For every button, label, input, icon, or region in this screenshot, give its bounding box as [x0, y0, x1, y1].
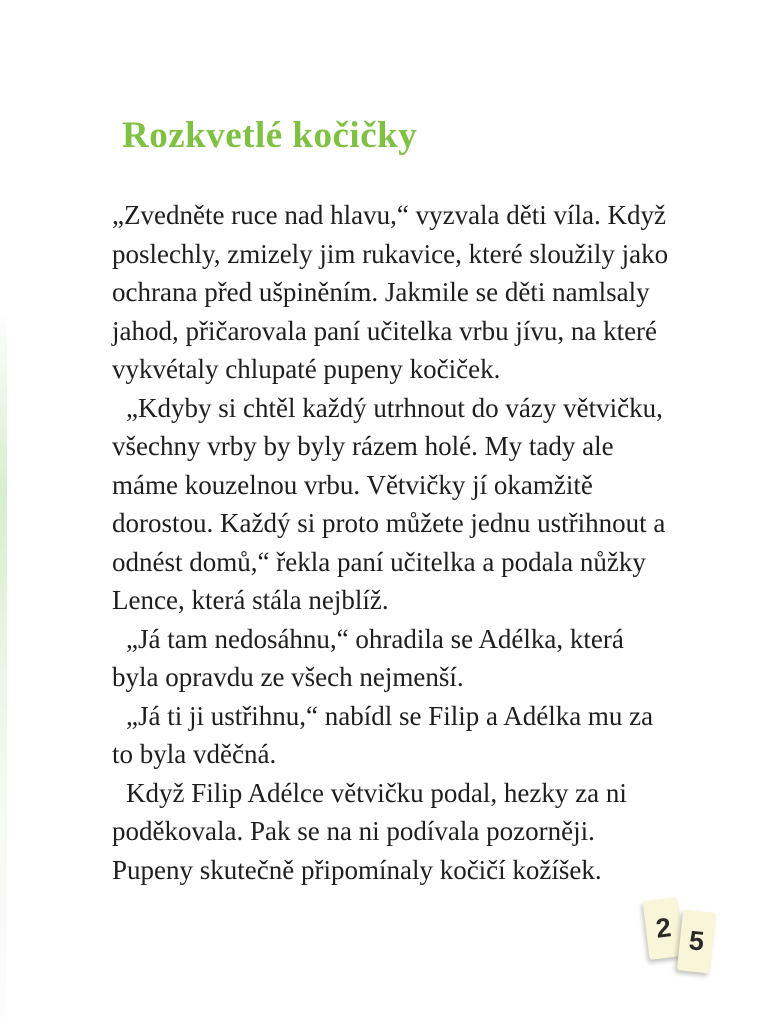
chapter-title: Rozkvetlé kočičky	[122, 115, 418, 156]
page-number-digit: 5	[687, 925, 706, 957]
story-paragraph: „Zvedněte ruce nad hlavu,“ vyzvala děti víla. Když poslechly, zmizely jim rukavice, které sloužily jako ochrana před ušpiněním. Jakmile se děti namlsaly jahod, přičarovala paní učitelka vrbu jívu, na které vykvétaly chlupaté pupeny kočiček.	[112, 200, 669, 384]
page-number-tile-5	[677, 909, 716, 973]
page-number-digit: 2	[654, 912, 673, 944]
story-paragraph: „Kdyby si chtěl každý utrhnout do vázy větvičku, všechny vrby by byly rázem holé. My tady ale máme kouzelnou vrbu. Větvičky jí okamžitě dorostou. Každý si proto můžete jednu ustřihnout a odnést domů,“ řekla paní učitelka a podala nůžky Lence, která stála nejblíž.	[112, 392, 666, 615]
story-paragraph: Když Filip Adélce větvičku podal, hezky za ni poděkovala. Pak se na ni podívala pozorněji. Pupeny skutečně připomínaly kočičí kožíšek.	[112, 777, 627, 885]
story-paragraph: „Já tam nedosáhnu,“ ohradila se Adélka, která byla opravdu ze všech nejmenší.	[112, 623, 624, 692]
left-edge-accent	[0, 0, 7, 1024]
story-text	[112, 196, 674, 889]
story-paragraph: „Já ti ji ustřihnu,“ nabídl se Filip a Adélka mu za to byla vděčná.	[112, 700, 654, 769]
